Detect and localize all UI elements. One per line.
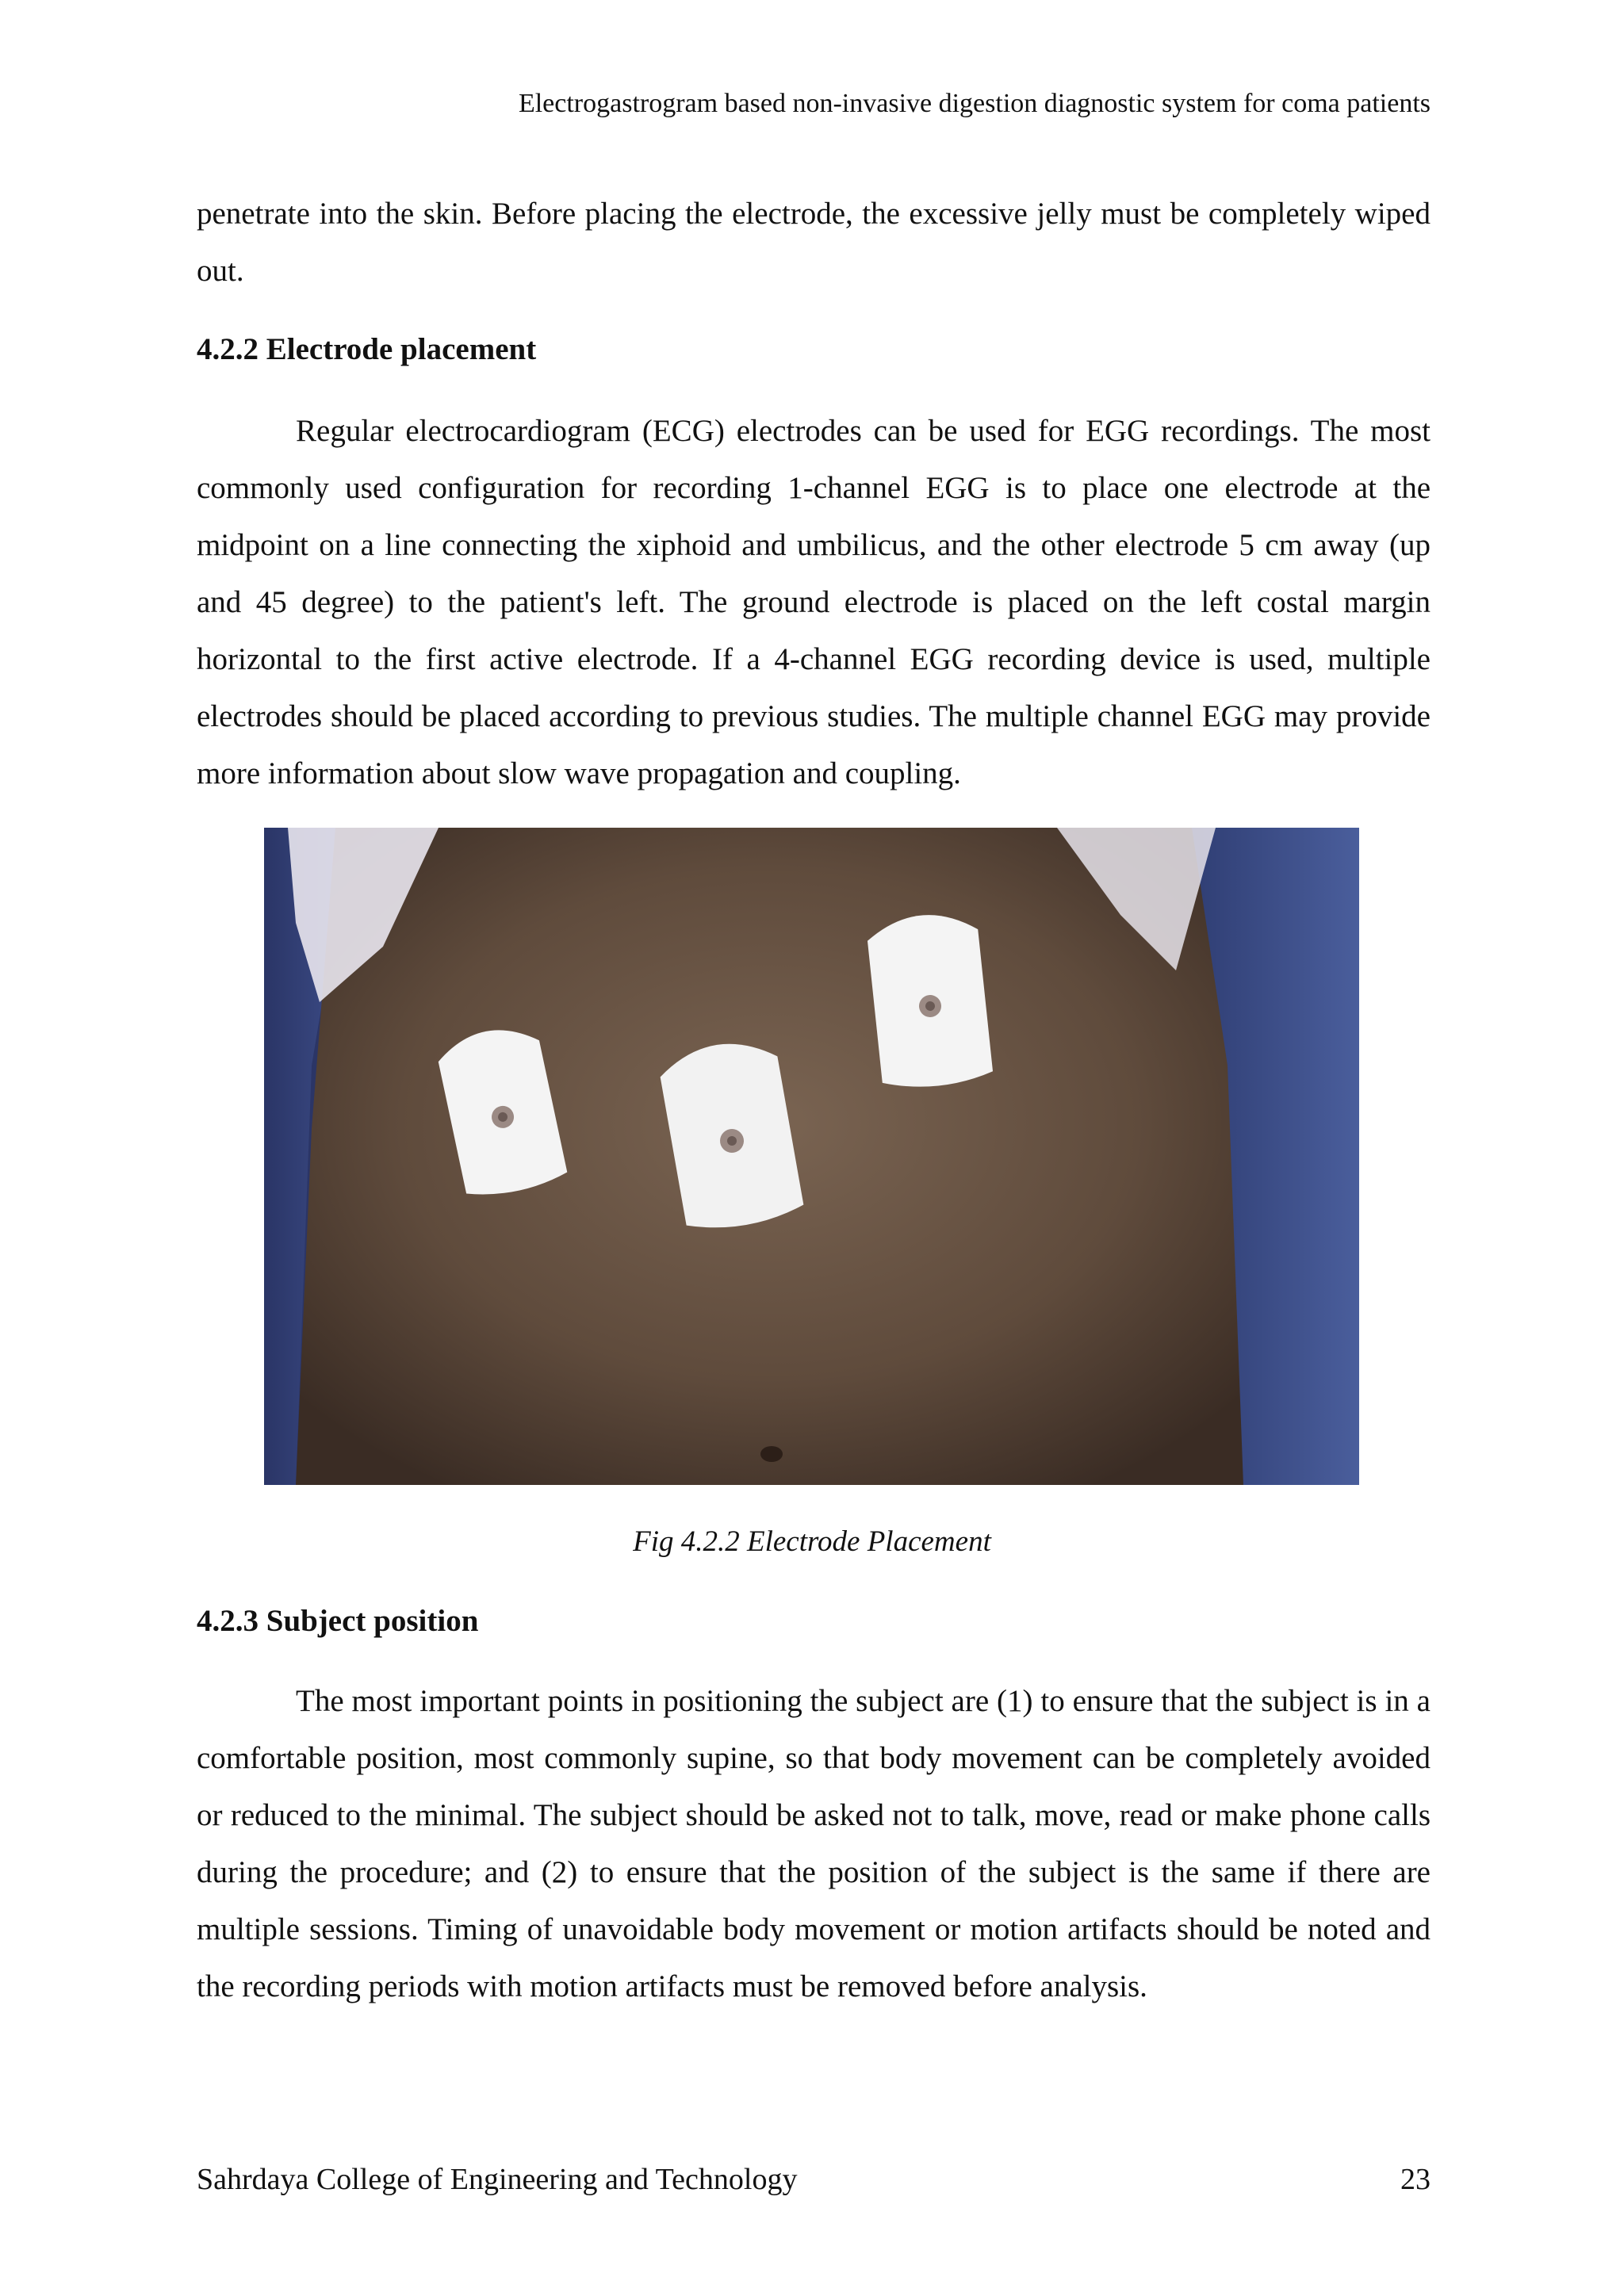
footer-institution: Sahrdaya College of Engineering and Technology xyxy=(197,2163,798,2196)
electrode-placement-photo xyxy=(264,828,1359,1485)
section-heading-4-2-3: 4.2.3 Subject position xyxy=(197,1604,479,1638)
section-paragraph-4-2-3: The most important points in positioning the subject are (1) to ensure that the subject is in a comfortable position, most commonly supine, so that body movement can be completely avoided or reduced to the minimal. The subject should be asked not to talk, move, read or make phone calls during the procedure; and (2) to ensure that the position of the subject is the same if there are multiple sessions. Timing of unavoidable body movement or motion artifacts should be noted and the recording periods with motion artifacts must be removed before analysis. xyxy=(197,1684,1431,2003)
running-header: Electrogastrogram based non-invasive digestion diagnostic system for coma patients xyxy=(518,89,1431,118)
figure-caption: Fig 4.2.2 Electrode Placement xyxy=(633,1525,991,1558)
intro-paragraph: penetrate into the skin. Before placing the electrode, the excessive jelly must be completely wiped out. xyxy=(197,197,1431,288)
page-number: 23 xyxy=(1400,2163,1431,2196)
section-heading-4-2-2: 4.2.2 Electrode placement xyxy=(197,332,537,366)
section-paragraph-4-2-2: Regular electrocardiogram (ECG) electrodes can be used for EGG recordings. The most commonly used configuration for recording 1-channel EGG is to place one electrode at the midpoint on a line connecting the xiphoid and umbilicus, and the other electrode 5 cm away (up and 45 degree) to the patient's left. The ground electrode is placed on the left costal margin horizontal to the first active electrode. If a 4-channel EGG recording device is used, multiple electrodes should be placed according to previous studies. The multiple channel EGG may provide more information about slow wave propagation and coupling. xyxy=(197,414,1431,790)
